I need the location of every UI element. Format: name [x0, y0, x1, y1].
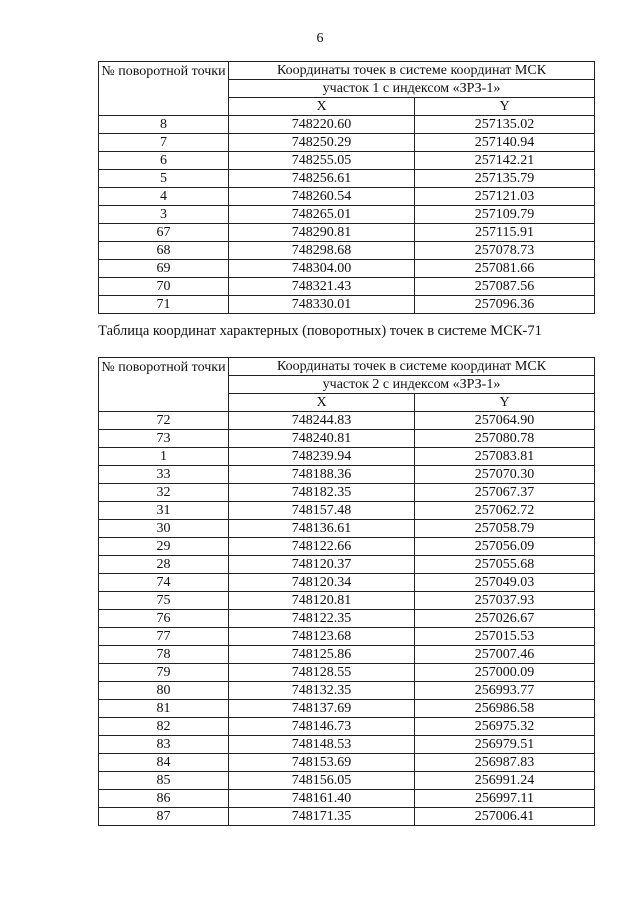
y-coordinate-cell: 257062.72 [415, 502, 595, 520]
table-row [99, 502, 595, 520]
x-coordinate-cell: 748304.00 [229, 260, 415, 278]
y-coordinate-cell: 257049.03 [415, 574, 595, 592]
x-coordinate-cell: 748137.69 [229, 700, 415, 718]
x-coordinate-cell: 748330.01 [229, 296, 415, 314]
coordinates-table-plot-1 [98, 61, 595, 314]
y-coordinate-cell: 257135.79 [415, 170, 595, 188]
x-coordinate-cell: 748255.05 [229, 152, 415, 170]
table-row [99, 466, 595, 484]
x-coordinate-cell: 748265.01 [229, 206, 415, 224]
point-number-cell: 72 [99, 412, 229, 430]
table-row [99, 430, 595, 448]
table-row [99, 628, 595, 646]
point-number-cell: 85 [99, 772, 229, 790]
x-coordinate-cell: 748250.29 [229, 134, 415, 152]
table-row [99, 664, 595, 682]
y-coordinate-cell: 257078.73 [415, 242, 595, 260]
point-number-cell: 70 [99, 278, 229, 296]
point-number-cell: 78 [99, 646, 229, 664]
x-coordinate-cell: 748148.53 [229, 736, 415, 754]
point-number-cell: 4 [99, 188, 229, 206]
coordinates-table-plot-2 [98, 357, 595, 826]
table-row [99, 790, 595, 808]
y-coordinate-cell: 257083.81 [415, 448, 595, 466]
x-coordinate-cell: 748128.55 [229, 664, 415, 682]
header-x: X [229, 394, 415, 412]
table-caption: Таблица координат характерных (поворотных) точек в системе МСК-71 [98, 323, 542, 339]
header-plot: участок 2 с индексом «ЗРЗ-1» [229, 376, 595, 394]
y-coordinate-cell: 256987.83 [415, 754, 595, 772]
header-y: Y [415, 98, 595, 116]
y-coordinate-cell: 257070.30 [415, 466, 595, 484]
y-coordinate-cell: 256997.11 [415, 790, 595, 808]
table-row [99, 808, 595, 826]
x-coordinate-cell: 748239.94 [229, 448, 415, 466]
point-number-cell: 68 [99, 242, 229, 260]
point-number-cell: 33 [99, 466, 229, 484]
point-number-cell: 80 [99, 682, 229, 700]
y-coordinate-cell: 257087.56 [415, 278, 595, 296]
y-coordinate-cell: 257064.90 [415, 412, 595, 430]
x-coordinate-cell: 748244.83 [229, 412, 415, 430]
point-number-cell: 1 [99, 448, 229, 466]
table-row [99, 170, 595, 188]
table-row [99, 574, 595, 592]
table-row [99, 296, 595, 314]
x-coordinate-cell: 748120.81 [229, 592, 415, 610]
x-coordinate-cell: 748122.66 [229, 538, 415, 556]
table-row [99, 206, 595, 224]
y-coordinate-cell: 257026.67 [415, 610, 595, 628]
point-number-cell: 31 [99, 502, 229, 520]
y-coordinate-cell: 257142.21 [415, 152, 595, 170]
y-coordinate-cell: 257056.09 [415, 538, 595, 556]
y-coordinate-cell: 257015.53 [415, 628, 595, 646]
header-y: Y [415, 394, 595, 412]
x-coordinate-cell: 748182.35 [229, 484, 415, 502]
x-coordinate-cell: 748171.35 [229, 808, 415, 826]
table-row [99, 538, 595, 556]
y-coordinate-cell: 257080.78 [415, 430, 595, 448]
point-number-cell: 3 [99, 206, 229, 224]
header-plot: участок 1 с индексом «ЗРЗ-1» [229, 80, 595, 98]
y-coordinate-cell: 257109.79 [415, 206, 595, 224]
table-row [99, 448, 595, 466]
y-coordinate-cell: 257115.91 [415, 224, 595, 242]
point-number-cell: 73 [99, 430, 229, 448]
point-number-cell: 6 [99, 152, 229, 170]
x-coordinate-cell: 748120.34 [229, 574, 415, 592]
page-number: 6 [316, 31, 324, 46]
table-row [99, 278, 595, 296]
table-row [99, 772, 595, 790]
x-coordinate-cell: 748125.86 [229, 646, 415, 664]
table-body [99, 412, 595, 826]
table-row [99, 242, 595, 260]
table-row [99, 224, 595, 242]
table-row [99, 116, 595, 134]
y-coordinate-cell: 257096.36 [415, 296, 595, 314]
y-coordinate-cell: 257055.68 [415, 556, 595, 574]
header-coordinates: Координаты точек в системе координат МСК [229, 358, 595, 376]
point-number-cell: 32 [99, 484, 229, 502]
y-coordinate-cell: 257067.37 [415, 484, 595, 502]
x-coordinate-cell: 748156.05 [229, 772, 415, 790]
header-coordinates: Координаты точек в системе координат МСК [229, 62, 595, 80]
x-coordinate-cell: 748240.81 [229, 430, 415, 448]
table-row [99, 754, 595, 772]
table-row [99, 610, 595, 628]
point-number-cell: 30 [99, 520, 229, 538]
point-number-cell: 7 [99, 134, 229, 152]
point-number-cell: 74 [99, 574, 229, 592]
y-coordinate-cell: 256986.58 [415, 700, 595, 718]
point-number-cell: 76 [99, 610, 229, 628]
point-number-cell: 75 [99, 592, 229, 610]
x-coordinate-cell: 748157.48 [229, 502, 415, 520]
point-number-cell: 69 [99, 260, 229, 278]
table-row [99, 736, 595, 754]
point-number-cell: 67 [99, 224, 229, 242]
header-point-number: № поворотной точки [99, 358, 229, 412]
point-number-cell: 71 [99, 296, 229, 314]
x-coordinate-cell: 748256.61 [229, 170, 415, 188]
point-number-cell: 84 [99, 754, 229, 772]
y-coordinate-cell: 257058.79 [415, 520, 595, 538]
table-row [99, 134, 595, 152]
x-coordinate-cell: 748321.43 [229, 278, 415, 296]
table-row [99, 260, 595, 278]
table-row [99, 152, 595, 170]
y-coordinate-cell: 257081.66 [415, 260, 595, 278]
y-coordinate-cell: 257140.94 [415, 134, 595, 152]
x-coordinate-cell: 748220.60 [229, 116, 415, 134]
table-row [99, 556, 595, 574]
y-coordinate-cell: 257000.09 [415, 664, 595, 682]
table-row [99, 718, 595, 736]
y-coordinate-cell: 257135.02 [415, 116, 595, 134]
point-number-cell: 28 [99, 556, 229, 574]
x-coordinate-cell: 748260.54 [229, 188, 415, 206]
point-number-cell: 77 [99, 628, 229, 646]
y-coordinate-cell: 256975.32 [415, 718, 595, 736]
point-number-cell: 83 [99, 736, 229, 754]
y-coordinate-cell: 256993.77 [415, 682, 595, 700]
point-number-cell: 82 [99, 718, 229, 736]
y-coordinate-cell: 257037.93 [415, 592, 595, 610]
table-row [99, 646, 595, 664]
table-row [99, 700, 595, 718]
table-row [99, 520, 595, 538]
table-row [99, 484, 595, 502]
point-number-cell: 29 [99, 538, 229, 556]
x-coordinate-cell: 748290.81 [229, 224, 415, 242]
x-coordinate-cell: 748120.37 [229, 556, 415, 574]
table-body [99, 116, 595, 314]
y-coordinate-cell: 257121.03 [415, 188, 595, 206]
x-coordinate-cell: 748298.68 [229, 242, 415, 260]
y-coordinate-cell: 256991.24 [415, 772, 595, 790]
x-coordinate-cell: 748146.73 [229, 718, 415, 736]
header-x: X [229, 98, 415, 116]
x-coordinate-cell: 748161.40 [229, 790, 415, 808]
y-coordinate-cell: 256979.51 [415, 736, 595, 754]
table-row [99, 188, 595, 206]
x-coordinate-cell: 748153.69 [229, 754, 415, 772]
point-number-cell: 8 [99, 116, 229, 134]
table-row [99, 682, 595, 700]
header-point-number: № поворотной точки [99, 62, 229, 116]
table-row [99, 592, 595, 610]
point-number-cell: 5 [99, 170, 229, 188]
y-coordinate-cell: 257006.41 [415, 808, 595, 826]
x-coordinate-cell: 748188.36 [229, 466, 415, 484]
x-coordinate-cell: 748123.68 [229, 628, 415, 646]
point-number-cell: 87 [99, 808, 229, 826]
table-row [99, 412, 595, 430]
point-number-cell: 86 [99, 790, 229, 808]
y-coordinate-cell: 257007.46 [415, 646, 595, 664]
x-coordinate-cell: 748136.61 [229, 520, 415, 538]
x-coordinate-cell: 748132.35 [229, 682, 415, 700]
x-coordinate-cell: 748122.35 [229, 610, 415, 628]
point-number-cell: 81 [99, 700, 229, 718]
point-number-cell: 79 [99, 664, 229, 682]
